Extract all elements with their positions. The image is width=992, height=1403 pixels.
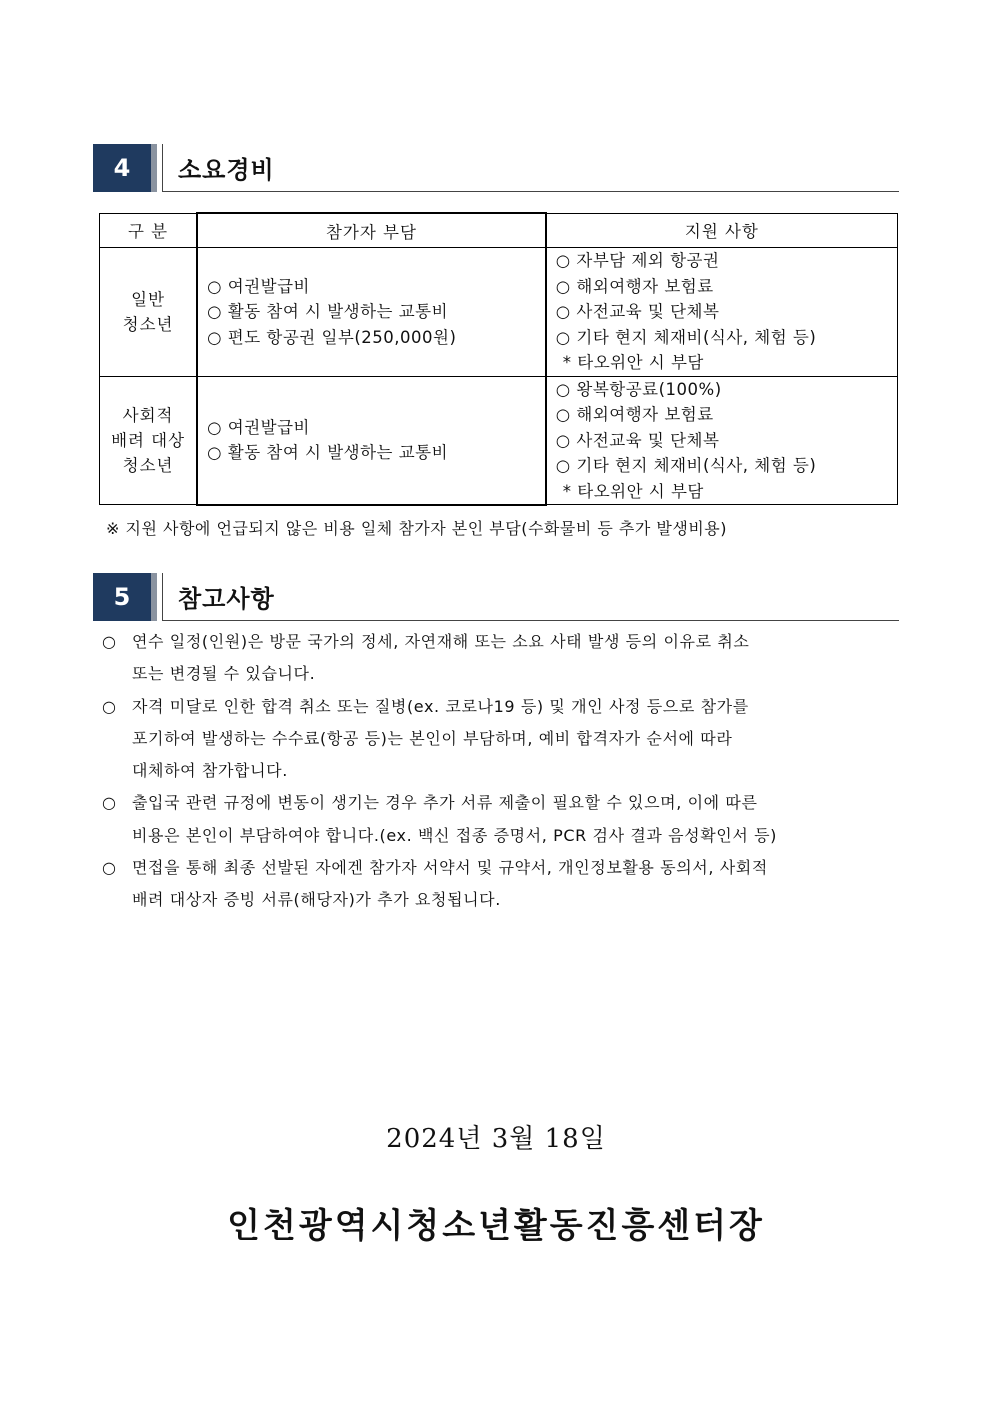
row-label: 사회적 배려 대상 청소년 (100, 376, 198, 505)
section-title: 참고사항 (178, 585, 275, 613)
list-item: ○ 왕복항공료(100%) (555, 379, 722, 399)
document-date: 2024년 3월 18일 (386, 1124, 606, 1154)
header-support: 지원 사항 (546, 213, 898, 248)
header-underline (162, 191, 899, 192)
list-item: ○ 여권발급비 (207, 417, 310, 437)
list-item: ○ 기타 현지 체재비(식사, 체험 등) (555, 456, 817, 475)
section-4-header (93, 144, 899, 192)
list-item: ○ 편도 항공권 일부(250,000원) (207, 327, 457, 347)
support-note: * 타오위안 시 부담 (562, 481, 704, 501)
support-cell (546, 248, 898, 377)
circle-bullet-icon: ○ (102, 793, 117, 813)
support-cell (546, 376, 898, 505)
list-item: ○ 사전교육 및 단체복 (555, 302, 720, 321)
participant-cell (197, 248, 546, 377)
cost-table (99, 212, 898, 506)
list-item: ○ 활동 참여 시 발생하는 교통비 (207, 302, 449, 321)
table-row (100, 248, 898, 377)
header-divider (162, 573, 163, 621)
list-item: ○ 해외여행자 보험료 (555, 276, 714, 296)
header-category: 구 분 (100, 213, 198, 248)
header-divider (162, 144, 163, 192)
list-item: ○ 여권발급비 (207, 276, 310, 296)
circle-bullet-icon: ○ (102, 696, 117, 716)
participant-cell (197, 376, 546, 505)
list-item: ○ 해외여행자 보험료 (555, 405, 714, 424)
list-item: ○ 출입국 관련 규정에 변동이 생기는 경우 추가 서류 제출이 필요할 수 있으며, 이에 따른 비용은 본인이 부담하여야 합니다.(ex. 백신 접종 증명서, PCR 검사 결과 음성확인서 등) (102, 787, 902, 852)
header-underline (162, 620, 899, 621)
list-item: ○ 자격 미달로 인한 합격 취소 또는 질병(ex. 코로나19 등) 및 개인 사정 등으로 참가를 포기하여 발생하는 수수료(항공 등)는 본인이 부담하며, 예비 합격자가 순서에 따라 대체하여 참가합니다. (102, 691, 902, 788)
table-row (100, 376, 898, 505)
list-item: ○ 자부담 제외 항공권 (555, 251, 720, 270)
circle-bullet-icon: ○ (102, 632, 117, 651)
section-5-header (93, 573, 899, 621)
row-label: 일반 청소년 (100, 248, 198, 377)
list-item: ○ 활동 참여 시 발생하는 교통비 (207, 443, 449, 462)
list-item: ○ 면접을 통해 최종 선발된 자에겐 참가자 서약서 및 규약서, 개인정보활용 동의서, 사회적 배려 대상자 증빙 서류(해당자)가 추가 요청됩니다. (102, 852, 902, 917)
circle-bullet-icon: ○ (102, 858, 117, 878)
support-note: * 타오위안 시 부담 (562, 353, 704, 372)
list-item: ○ 사전교육 및 단체복 (555, 430, 720, 450)
reference-notes (102, 626, 902, 917)
header-participant: 참가자 부담 (197, 213, 546, 248)
cost-footnote: ※ 지원 사항에 언급되지 않은 비용 일체 참가자 본인 부담(수화물비 등 추가 발생비용) (106, 519, 727, 538)
table-header-row (100, 213, 898, 248)
section-title: 소요경비 (178, 156, 275, 184)
issuing-organization: 인천광역시청소년활동진흥센터장 (227, 1206, 765, 1246)
list-item: ○ 기타 현지 체재비(식사, 체험 등) (555, 327, 817, 347)
section-number-badge: 4 (93, 144, 151, 192)
section-number-badge: 5 (93, 573, 151, 621)
list-item: ○ 연수 일정(인원)은 방문 국가의 정세, 자연재해 또는 소요 사태 발생 등의 이유로 취소 또는 변경될 수 있습니다. (102, 626, 902, 691)
